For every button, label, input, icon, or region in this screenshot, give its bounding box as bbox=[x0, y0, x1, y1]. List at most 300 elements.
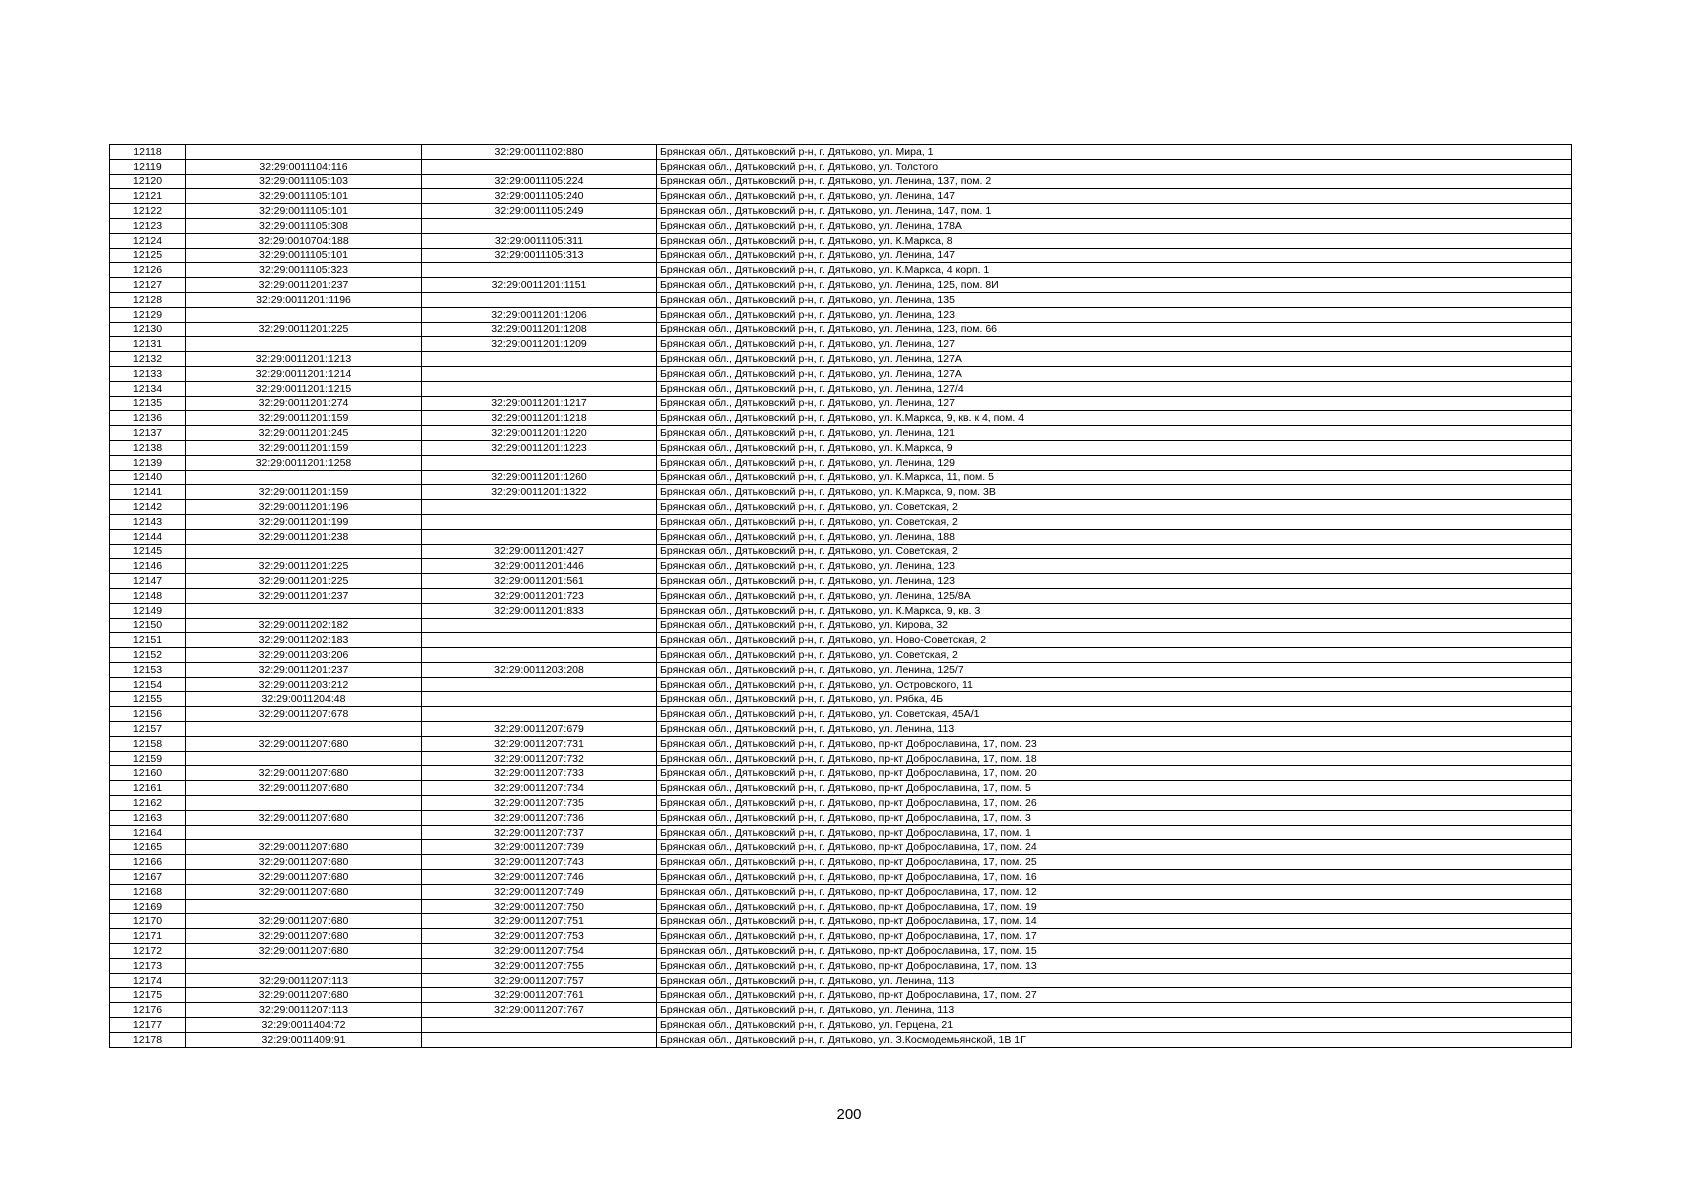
row-number-cell: 12146 bbox=[110, 559, 186, 574]
address-cell: Брянская обл., Дятьковский р-н, г. Дятьково, пр-кт Доброславина, 17, пом. 26 bbox=[657, 796, 1572, 811]
parent-cadastral-number-cell: 32:29:0011207:680 bbox=[186, 988, 422, 1003]
table-row bbox=[110, 944, 1572, 959]
cadastral-number-cell bbox=[422, 381, 657, 396]
row-number-cell: 12132 bbox=[110, 352, 186, 367]
parent-cadastral-number-cell bbox=[186, 796, 422, 811]
table-row bbox=[110, 766, 1572, 781]
row-number-cell: 12175 bbox=[110, 988, 186, 1003]
address-cell: Брянская обл., Дятьковский р-н, г. Дятьково, пр-кт Доброславина, 17, пом. 20 bbox=[657, 766, 1572, 781]
cadastral-number-cell: 32:29:0011207:739 bbox=[422, 840, 657, 855]
parent-cadastral-number-cell: 32:29:0011201:1258 bbox=[186, 455, 422, 470]
cadastral-number-cell: 32:29:0011105:311 bbox=[422, 233, 657, 248]
parent-cadastral-number-cell: 32:29:0011201:1215 bbox=[186, 381, 422, 396]
cadastral-number-cell bbox=[422, 1032, 657, 1047]
table-row bbox=[110, 648, 1572, 663]
address-cell: Брянская обл., Дятьковский р-н, г. Дятьково, ул. Островского, 11 bbox=[657, 677, 1572, 692]
row-number-cell: 12172 bbox=[110, 944, 186, 959]
parent-cadastral-number-cell: 32:29:0011105:323 bbox=[186, 263, 422, 278]
row-number-cell: 12152 bbox=[110, 648, 186, 663]
parent-cadastral-number-cell: 32:29:0011201:274 bbox=[186, 396, 422, 411]
address-cell: Брянская обл., Дятьковский р-н, г. Дятьково, ул. Мира, 1 bbox=[657, 145, 1572, 160]
cadastral-number-cell: 32:29:0011102:880 bbox=[422, 145, 657, 160]
parent-cadastral-number-cell: 32:29:0011201:159 bbox=[186, 440, 422, 455]
address-cell: Брянская обл., Дятьковский р-н, г. Дятьково, ул. Ленина, 127/4 bbox=[657, 381, 1572, 396]
table-row bbox=[110, 899, 1572, 914]
cadastral-number-cell: 32:29:0011207:679 bbox=[422, 722, 657, 737]
cadastral-number-cell: 32:29:0011207:736 bbox=[422, 810, 657, 825]
address-cell: Брянская обл., Дятьковский р-н, г. Дятьково, ул. Советская, 2 bbox=[657, 544, 1572, 559]
address-cell: Брянская обл., Дятьковский р-н, г. Дятьково, пр-кт Доброславина, 17, пом. 3 bbox=[657, 810, 1572, 825]
cadastral-number-cell: 32:29:0011207:761 bbox=[422, 988, 657, 1003]
cadastral-number-cell bbox=[422, 707, 657, 722]
row-number-cell: 12161 bbox=[110, 781, 186, 796]
row-number-cell: 12131 bbox=[110, 337, 186, 352]
table-row bbox=[110, 707, 1572, 722]
address-cell: Брянская обл., Дятьковский р-н, г. Дятьково, ул. Толстого bbox=[657, 159, 1572, 174]
table-row bbox=[110, 633, 1572, 648]
table-row bbox=[110, 322, 1572, 337]
address-cell: Брянская обл., Дятьковский р-н, г. Дятьково, ул. К.Маркса, 11, пом. 5 bbox=[657, 470, 1572, 485]
table-row bbox=[110, 973, 1572, 988]
address-cell: Брянская обл., Дятьковский р-н, г. Дятьково, пр-кт Доброславина, 17, пом. 25 bbox=[657, 855, 1572, 870]
table-row bbox=[110, 781, 1572, 796]
parent-cadastral-number-cell: 32:29:0011201:225 bbox=[186, 559, 422, 574]
parent-cadastral-number-cell: 32:29:0011201:159 bbox=[186, 485, 422, 500]
cadastral-number-cell: 32:29:0011207:732 bbox=[422, 751, 657, 766]
row-number-cell: 12143 bbox=[110, 514, 186, 529]
parent-cadastral-number-cell: 32:29:0011201:199 bbox=[186, 514, 422, 529]
parent-cadastral-number-cell: 32:29:0011207:680 bbox=[186, 944, 422, 959]
table-row bbox=[110, 440, 1572, 455]
row-number-cell: 12130 bbox=[110, 322, 186, 337]
parent-cadastral-number-cell bbox=[186, 603, 422, 618]
row-number-cell: 12120 bbox=[110, 174, 186, 189]
cadastral-number-cell: 32:29:0011201:1218 bbox=[422, 411, 657, 426]
address-cell: Брянская обл., Дятьковский р-н, г. Дятьково, пр-кт Доброславина, 17, пом. 18 bbox=[657, 751, 1572, 766]
row-number-cell: 12118 bbox=[110, 145, 186, 160]
row-number-cell: 12176 bbox=[110, 1003, 186, 1018]
table-row bbox=[110, 485, 1572, 500]
row-number-cell: 12163 bbox=[110, 810, 186, 825]
address-cell: Брянская обл., Дятьковский р-н, г. Дятьково, ул. Ново-Советская, 2 bbox=[657, 633, 1572, 648]
cadastral-number-cell: 32:29:0011105:249 bbox=[422, 204, 657, 219]
address-cell: Брянская обл., Дятьковский р-н, г. Дятьково, ул. Ленина, 135 bbox=[657, 292, 1572, 307]
cadastral-number-cell bbox=[422, 159, 657, 174]
cadastral-number-cell: 32:29:0011201:1223 bbox=[422, 440, 657, 455]
parent-cadastral-number-cell: 32:29:0011105:101 bbox=[186, 189, 422, 204]
cadastral-number-cell: 32:29:0011207:767 bbox=[422, 1003, 657, 1018]
parent-cadastral-number-cell bbox=[186, 470, 422, 485]
table-row bbox=[110, 352, 1572, 367]
parent-cadastral-number-cell: 32:29:0011404:72 bbox=[186, 1018, 422, 1033]
address-cell: Брянская обл., Дятьковский р-н, г. Дятьково, ул. Ленина, 123 bbox=[657, 307, 1572, 322]
parent-cadastral-number-cell: 32:29:0011207:680 bbox=[186, 736, 422, 751]
row-number-cell: 12128 bbox=[110, 292, 186, 307]
row-number-cell: 12141 bbox=[110, 485, 186, 500]
table-row bbox=[110, 204, 1572, 219]
parent-cadastral-number-cell: 32:29:0011204:48 bbox=[186, 692, 422, 707]
cadastral-number-cell bbox=[422, 677, 657, 692]
cadastral-number-cell: 32:29:0011207:749 bbox=[422, 884, 657, 899]
cadastral-number-cell bbox=[422, 648, 657, 663]
parent-cadastral-number-cell: 32:29:0011207:680 bbox=[186, 884, 422, 899]
cadastral-number-cell bbox=[422, 1018, 657, 1033]
address-cell: Брянская обл., Дятьковский р-н, г. Дятьково, пр-кт Доброславина, 17, пом. 15 bbox=[657, 944, 1572, 959]
table-row bbox=[110, 825, 1572, 840]
parent-cadastral-number-cell: 32:29:0011201:1196 bbox=[186, 292, 422, 307]
table-row bbox=[110, 722, 1572, 737]
cadastral-number-cell: 32:29:0011201:1151 bbox=[422, 278, 657, 293]
cadastral-number-cell: 32:29:0011201:1209 bbox=[422, 337, 657, 352]
parent-cadastral-number-cell bbox=[186, 337, 422, 352]
table-row bbox=[110, 559, 1572, 574]
table-row bbox=[110, 914, 1572, 929]
row-number-cell: 12133 bbox=[110, 366, 186, 381]
table-row bbox=[110, 677, 1572, 692]
row-number-cell: 12137 bbox=[110, 426, 186, 441]
row-number-cell: 12122 bbox=[110, 204, 186, 219]
row-number-cell: 12126 bbox=[110, 263, 186, 278]
parent-cadastral-number-cell bbox=[186, 722, 422, 737]
parent-cadastral-number-cell: 32:29:0011202:183 bbox=[186, 633, 422, 648]
address-cell: Брянская обл., Дятьковский р-н, г. Дятьково, ул. Ленина, 127 bbox=[657, 396, 1572, 411]
address-cell: Брянская обл., Дятьковский р-н, г. Дятьково, ул. К.Маркса, 9, кв. 3 bbox=[657, 603, 1572, 618]
cadastral-number-cell: 32:29:0011105:313 bbox=[422, 248, 657, 263]
table-row bbox=[110, 366, 1572, 381]
table-row bbox=[110, 618, 1572, 633]
parent-cadastral-number-cell: 32:29:0011201:1214 bbox=[186, 366, 422, 381]
parent-cadastral-number-cell bbox=[186, 307, 422, 322]
cadastral-number-cell bbox=[422, 352, 657, 367]
address-cell: Брянская обл., Дятьковский р-н, г. Дятьково, ул. К.Маркса, 9, кв. к 4, пом. 4 bbox=[657, 411, 1572, 426]
address-cell: Брянская обл., Дятьковский р-н, г. Дятьково, ул. Ленина, 123 bbox=[657, 559, 1572, 574]
registry-table-body bbox=[110, 145, 1572, 1048]
address-cell: Брянская обл., Дятьковский р-н, г. Дятьково, ул. Ленина, 113 bbox=[657, 722, 1572, 737]
row-number-cell: 12177 bbox=[110, 1018, 186, 1033]
parent-cadastral-number-cell: 32:29:0011201:1213 bbox=[186, 352, 422, 367]
row-number-cell: 12153 bbox=[110, 662, 186, 677]
table-row bbox=[110, 929, 1572, 944]
parent-cadastral-number-cell bbox=[186, 825, 422, 840]
parent-cadastral-number-cell: 32:29:0011207:113 bbox=[186, 1003, 422, 1018]
cadastral-number-cell: 32:29:0011201:1260 bbox=[422, 470, 657, 485]
row-number-cell: 12168 bbox=[110, 884, 186, 899]
row-number-cell: 12136 bbox=[110, 411, 186, 426]
row-number-cell: 12178 bbox=[110, 1032, 186, 1047]
row-number-cell: 12150 bbox=[110, 618, 186, 633]
address-cell: Брянская обл., Дятьковский р-н, г. Дятьково, пр-кт Доброславина, 17, пом. 27 bbox=[657, 988, 1572, 1003]
cadastral-number-cell: 32:29:0011207:750 bbox=[422, 899, 657, 914]
row-number-cell: 12169 bbox=[110, 899, 186, 914]
cadastral-number-cell: 32:29:0011207:757 bbox=[422, 973, 657, 988]
table-row bbox=[110, 514, 1572, 529]
parent-cadastral-number-cell bbox=[186, 899, 422, 914]
table-row bbox=[110, 263, 1572, 278]
table-row bbox=[110, 1003, 1572, 1018]
cadastral-number-cell bbox=[422, 618, 657, 633]
table-row bbox=[110, 529, 1572, 544]
parent-cadastral-number-cell: 32:29:0011105:103 bbox=[186, 174, 422, 189]
table-row bbox=[110, 307, 1572, 322]
parent-cadastral-number-cell: 32:29:0011201:237 bbox=[186, 278, 422, 293]
row-number-cell: 12166 bbox=[110, 855, 186, 870]
cadastral-number-cell: 32:29:0011201:1220 bbox=[422, 426, 657, 441]
table-row bbox=[110, 337, 1572, 352]
parent-cadastral-number-cell: 32:29:0011207:680 bbox=[186, 781, 422, 796]
address-cell: Брянская обл., Дятьковский р-н, г. Дятьково, ул. Ленина, 188 bbox=[657, 529, 1572, 544]
address-cell: Брянская обл., Дятьковский р-н, г. Дятьково, пр-кт Доброславина, 17, пом. 17 bbox=[657, 929, 1572, 944]
address-cell: Брянская обл., Дятьковский р-н, г. Дятьково, ул. Ленина, 127А bbox=[657, 352, 1572, 367]
row-number-cell: 12170 bbox=[110, 914, 186, 929]
address-cell: Брянская обл., Дятьковский р-н, г. Дятьково, ул. Ленина, 147 bbox=[657, 248, 1572, 263]
row-number-cell: 12144 bbox=[110, 529, 186, 544]
address-cell: Брянская обл., Дятьковский р-н, г. Дятьково, ул. Советская, 45А/1 bbox=[657, 707, 1572, 722]
cadastral-number-cell: 32:29:0011201:446 bbox=[422, 559, 657, 574]
address-cell: Брянская обл., Дятьковский р-н, г. Дятьково, ул. Ленина, 127А bbox=[657, 366, 1572, 381]
row-number-cell: 12127 bbox=[110, 278, 186, 293]
row-number-cell: 12154 bbox=[110, 677, 186, 692]
address-cell: Брянская обл., Дятьковский р-н, г. Дятьково, ул. Рябка, 4Б bbox=[657, 692, 1572, 707]
parent-cadastral-number-cell: 32:29:0011201:238 bbox=[186, 529, 422, 544]
cadastral-number-cell: 32:29:0011207:746 bbox=[422, 870, 657, 885]
cadastral-number-cell: 32:29:0011207:733 bbox=[422, 766, 657, 781]
parent-cadastral-number-cell: 32:29:0011105:101 bbox=[186, 204, 422, 219]
cadastral-number-cell: 32:29:0011207:735 bbox=[422, 796, 657, 811]
table-row bbox=[110, 159, 1572, 174]
address-cell: Брянская обл., Дятьковский р-н, г. Дятьково, ул. Ленина, 123 bbox=[657, 574, 1572, 589]
parent-cadastral-number-cell: 32:29:0011201:237 bbox=[186, 588, 422, 603]
table-row bbox=[110, 470, 1572, 485]
table-row bbox=[110, 189, 1572, 204]
cadastral-number-cell: 32:29:0011207:753 bbox=[422, 929, 657, 944]
table-row bbox=[110, 574, 1572, 589]
address-cell: Брянская обл., Дятьковский р-н, г. Дятьково, пр-кт Доброславина, 17, пом. 24 bbox=[657, 840, 1572, 855]
row-number-cell: 12158 bbox=[110, 736, 186, 751]
address-cell: Брянская обл., Дятьковский р-н, г. Дятьково, ул. Ленина, 178А bbox=[657, 218, 1572, 233]
address-cell: Брянская обл., Дятьковский р-н, г. Дятьково, ул. Ленина, 147, пом. 1 bbox=[657, 204, 1572, 219]
row-number-cell: 12160 bbox=[110, 766, 186, 781]
table-row bbox=[110, 796, 1572, 811]
row-number-cell: 12149 bbox=[110, 603, 186, 618]
address-cell: Брянская обл., Дятьковский р-н, г. Дятьково, ул. Кирова, 32 bbox=[657, 618, 1572, 633]
table-row bbox=[110, 662, 1572, 677]
row-number-cell: 12140 bbox=[110, 470, 186, 485]
cadastral-number-cell: 32:29:0011201:1322 bbox=[422, 485, 657, 500]
parent-cadastral-number-cell: 32:29:0010704:188 bbox=[186, 233, 422, 248]
table-row bbox=[110, 292, 1572, 307]
row-number-cell: 12162 bbox=[110, 796, 186, 811]
cadastral-number-cell bbox=[422, 529, 657, 544]
address-cell: Брянская обл., Дятьковский р-н, г. Дятьково, ул. Ленина, 147 bbox=[657, 189, 1572, 204]
table-row bbox=[110, 958, 1572, 973]
row-number-cell: 12129 bbox=[110, 307, 186, 322]
parent-cadastral-number-cell: 32:29:0011201:245 bbox=[186, 426, 422, 441]
parent-cadastral-number-cell: 32:29:0011201:237 bbox=[186, 662, 422, 677]
address-cell: Брянская обл., Дятьковский р-н, г. Дятьково, ул. К.Маркса, 8 bbox=[657, 233, 1572, 248]
table-row bbox=[110, 855, 1572, 870]
parent-cadastral-number-cell: 32:29:0011207:113 bbox=[186, 973, 422, 988]
parent-cadastral-number-cell: 32:29:0011203:206 bbox=[186, 648, 422, 663]
cadastral-number-cell bbox=[422, 292, 657, 307]
row-number-cell: 12145 bbox=[110, 544, 186, 559]
cadastral-number-cell bbox=[422, 692, 657, 707]
address-cell: Брянская обл., Дятьковский р-н, г. Дятьково, пр-кт Доброславина, 17, пом. 1 bbox=[657, 825, 1572, 840]
table-row bbox=[110, 278, 1572, 293]
cadastral-number-cell bbox=[422, 633, 657, 648]
row-number-cell: 12121 bbox=[110, 189, 186, 204]
table-row bbox=[110, 233, 1572, 248]
address-cell: Брянская обл., Дятьковский р-н, г. Дятьково, ул. Ленина, 125/8А bbox=[657, 588, 1572, 603]
table-row bbox=[110, 736, 1572, 751]
address-cell: Брянская обл., Дятьковский р-н, г. Дятьково, ул. Советская, 2 bbox=[657, 514, 1572, 529]
table-row bbox=[110, 248, 1572, 263]
cadastral-number-cell: 32:29:0011207:755 bbox=[422, 958, 657, 973]
parent-cadastral-number-cell: 32:29:0011105:308 bbox=[186, 218, 422, 233]
row-number-cell: 12119 bbox=[110, 159, 186, 174]
table-row bbox=[110, 870, 1572, 885]
parent-cadastral-number-cell: 32:29:0011207:678 bbox=[186, 707, 422, 722]
cadastral-number-cell bbox=[422, 366, 657, 381]
parent-cadastral-number-cell: 32:29:0011207:680 bbox=[186, 810, 422, 825]
row-number-cell: 12142 bbox=[110, 500, 186, 515]
cadastral-number-cell: 32:29:0011201:1217 bbox=[422, 396, 657, 411]
cadastral-number-cell: 32:29:0011201:1208 bbox=[422, 322, 657, 337]
cadastral-number-cell: 32:29:0011105:240 bbox=[422, 189, 657, 204]
parent-cadastral-number-cell bbox=[186, 544, 422, 559]
table-row bbox=[110, 588, 1572, 603]
table-row bbox=[110, 603, 1572, 618]
row-number-cell: 12165 bbox=[110, 840, 186, 855]
address-cell: Брянская обл., Дятьковский р-н, г. Дятьково, пр-кт Доброславина, 17, пом. 23 bbox=[657, 736, 1572, 751]
table-row bbox=[110, 1032, 1572, 1047]
parent-cadastral-number-cell: 32:29:0011207:680 bbox=[186, 929, 422, 944]
parent-cadastral-number-cell: 32:29:0011201:225 bbox=[186, 322, 422, 337]
row-number-cell: 12138 bbox=[110, 440, 186, 455]
cadastral-number-cell: 32:29:0011201:723 bbox=[422, 588, 657, 603]
address-cell: Брянская обл., Дятьковский р-н, г. Дятьково, пр-кт Доброславина, 17, пом. 13 bbox=[657, 958, 1572, 973]
parent-cadastral-number-cell: 32:29:0011201:225 bbox=[186, 574, 422, 589]
cadastral-number-cell: 32:29:0011201:427 bbox=[422, 544, 657, 559]
cadastral-number-cell: 32:29:0011207:743 bbox=[422, 855, 657, 870]
row-number-cell: 12173 bbox=[110, 958, 186, 973]
row-number-cell: 12171 bbox=[110, 929, 186, 944]
table-row bbox=[110, 411, 1572, 426]
table-row bbox=[110, 426, 1572, 441]
row-number-cell: 12164 bbox=[110, 825, 186, 840]
address-cell: Брянская обл., Дятьковский р-н, г. Дятьково, ул. Ленина, 129 bbox=[657, 455, 1572, 470]
parent-cadastral-number-cell: 32:29:0011201:196 bbox=[186, 500, 422, 515]
parent-cadastral-number-cell: 32:29:0011105:101 bbox=[186, 248, 422, 263]
address-cell: Брянская обл., Дятьковский р-н, г. Дятьково, ул. Ленина, 127 bbox=[657, 337, 1572, 352]
table-row bbox=[110, 500, 1572, 515]
address-cell: Брянская обл., Дятьковский р-н, г. Дятьково, ул. З.Космодемьянской, 1В 1Г bbox=[657, 1032, 1572, 1047]
cadastral-number-cell bbox=[422, 218, 657, 233]
table-row bbox=[110, 544, 1572, 559]
row-number-cell: 12156 bbox=[110, 707, 186, 722]
address-cell: Брянская обл., Дятьковский р-н, г. Дятьково, ул. Ленина, 125, пом. 8И bbox=[657, 278, 1572, 293]
row-number-cell: 12167 bbox=[110, 870, 186, 885]
table-row bbox=[110, 988, 1572, 1003]
table-row bbox=[110, 884, 1572, 899]
table-row bbox=[110, 810, 1572, 825]
table-row bbox=[110, 174, 1572, 189]
parent-cadastral-number-cell: 32:29:0011207:680 bbox=[186, 766, 422, 781]
parent-cadastral-number-cell: 32:29:0011207:680 bbox=[186, 840, 422, 855]
row-number-cell: 12123 bbox=[110, 218, 186, 233]
address-cell: Брянская обл., Дятьковский р-н, г. Дятьково, ул. Ленина, 113 bbox=[657, 973, 1572, 988]
address-cell: Брянская обл., Дятьковский р-н, г. Дятьково, ул. Ленина, 123, пом. 66 bbox=[657, 322, 1572, 337]
cadastral-number-cell: 32:29:0011201:1206 bbox=[422, 307, 657, 322]
address-cell: Брянская обл., Дятьковский р-н, г. Дятьково, ул. К.Маркса, 9 bbox=[657, 440, 1572, 455]
cadastral-number-cell: 32:29:0011203:208 bbox=[422, 662, 657, 677]
page-number: 200 bbox=[836, 1106, 862, 1123]
table-row bbox=[110, 396, 1572, 411]
cadastral-number-cell: 32:29:0011201:561 bbox=[422, 574, 657, 589]
address-cell: Брянская обл., Дятьковский р-н, г. Дятьково, ул. Ленина, 121 bbox=[657, 426, 1572, 441]
parent-cadastral-number-cell: 32:29:0011409:91 bbox=[186, 1032, 422, 1047]
parent-cadastral-number-cell bbox=[186, 751, 422, 766]
cadastral-number-cell bbox=[422, 500, 657, 515]
table-row bbox=[110, 455, 1572, 470]
table-row bbox=[110, 751, 1572, 766]
cadastral-number-cell: 32:29:0011207:754 bbox=[422, 944, 657, 959]
address-cell: Брянская обл., Дятьковский р-н, г. Дятьково, ул. Ленина, 125/7 bbox=[657, 662, 1572, 677]
cadastral-number-cell bbox=[422, 455, 657, 470]
table-row bbox=[110, 218, 1572, 233]
row-number-cell: 12159 bbox=[110, 751, 186, 766]
row-number-cell: 12155 bbox=[110, 692, 186, 707]
address-cell: Брянская обл., Дятьковский р-н, г. Дятьково, пр-кт Доброславина, 17, пом. 16 bbox=[657, 870, 1572, 885]
parent-cadastral-number-cell: 32:29:0011207:680 bbox=[186, 914, 422, 929]
cadastral-number-cell bbox=[422, 514, 657, 529]
registry-table bbox=[109, 144, 1572, 1048]
table-row bbox=[110, 692, 1572, 707]
address-cell: Брянская обл., Дятьковский р-н, г. Дятьково, ул. К.Маркса, 9, пом. 3В bbox=[657, 485, 1572, 500]
row-number-cell: 12135 bbox=[110, 396, 186, 411]
parent-cadastral-number-cell: 32:29:0011207:680 bbox=[186, 855, 422, 870]
address-cell: Брянская обл., Дятьковский р-н, г. Дятьково, ул. Герцена, 21 bbox=[657, 1018, 1572, 1033]
row-number-cell: 12148 bbox=[110, 588, 186, 603]
cadastral-number-cell: 32:29:0011207:731 bbox=[422, 736, 657, 751]
address-cell: Брянская обл., Дятьковский р-н, г. Дятьково, ул. К.Маркса, 4 корп. 1 bbox=[657, 263, 1572, 278]
row-number-cell: 12139 bbox=[110, 455, 186, 470]
row-number-cell: 12124 bbox=[110, 233, 186, 248]
address-cell: Брянская обл., Дятьковский р-н, г. Дятьково, пр-кт Доброславина, 17, пом. 14 bbox=[657, 914, 1572, 929]
parent-cadastral-number-cell: 32:29:0011207:680 bbox=[186, 870, 422, 885]
parent-cadastral-number-cell: 32:29:0011201:159 bbox=[186, 411, 422, 426]
address-cell: Брянская обл., Дятьковский р-н, г. Дятьково, ул. Ленина, 137, пом. 2 bbox=[657, 174, 1572, 189]
table-row bbox=[110, 145, 1572, 160]
row-number-cell: 12151 bbox=[110, 633, 186, 648]
cadastral-number-cell: 32:29:0011105:224 bbox=[422, 174, 657, 189]
address-cell: Брянская обл., Дятьковский р-н, г. Дятьково, ул. Советская, 2 bbox=[657, 500, 1572, 515]
cadastral-number-cell: 32:29:0011207:734 bbox=[422, 781, 657, 796]
address-cell: Брянская обл., Дятьковский р-н, г. Дятьково, пр-кт Доброславина, 17, пом. 5 bbox=[657, 781, 1572, 796]
address-cell: Брянская обл., Дятьковский р-н, г. Дятьково, ул. Ленина, 113 bbox=[657, 1003, 1572, 1018]
row-number-cell: 12174 bbox=[110, 973, 186, 988]
cadastral-number-cell bbox=[422, 263, 657, 278]
parent-cadastral-number-cell bbox=[186, 958, 422, 973]
row-number-cell: 12157 bbox=[110, 722, 186, 737]
address-cell: Брянская обл., Дятьковский р-н, г. Дятьково, пр-кт Доброславина, 17, пом. 12 bbox=[657, 884, 1572, 899]
row-number-cell: 12125 bbox=[110, 248, 186, 263]
cadastral-number-cell: 32:29:0011207:737 bbox=[422, 825, 657, 840]
address-cell: Брянская обл., Дятьковский р-н, г. Дятьково, ул. Советская, 2 bbox=[657, 648, 1572, 663]
table-row bbox=[110, 840, 1572, 855]
parent-cadastral-number-cell: 32:29:0011202:182 bbox=[186, 618, 422, 633]
table-row bbox=[110, 381, 1572, 396]
cadastral-number-cell: 32:29:0011201:833 bbox=[422, 603, 657, 618]
